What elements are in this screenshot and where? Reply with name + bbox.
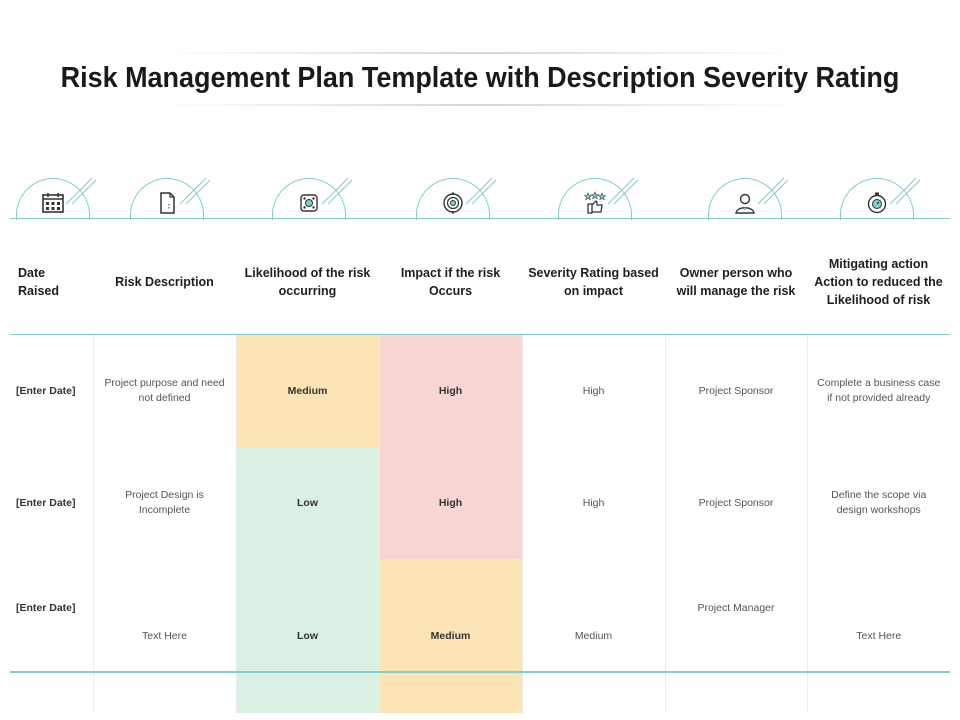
column-header: Impact if the risk Occurs (400, 266, 501, 298)
likelihood-cell: Low (236, 559, 379, 713)
impact-cell: High (379, 447, 522, 559)
accent-slash-decoration (754, 176, 788, 206)
owner-cell: Project Manager (665, 559, 807, 713)
date-cell[interactable]: [Enter Date] (10, 447, 93, 559)
column-header: Owner person who will manage the risk (676, 266, 796, 298)
risk-table (10, 230, 950, 713)
table-row (10, 335, 950, 447)
column-header: Severity Rating based on impact (528, 266, 659, 298)
title-top-divider (160, 52, 800, 54)
accent-slash-decoration (462, 176, 496, 206)
description-cell: Project Design is Incomplete (93, 447, 236, 559)
accent-slash-decoration (318, 176, 352, 206)
severity-cell: High (522, 335, 665, 447)
table-row (10, 447, 950, 559)
column-header: Risk Description (115, 275, 214, 289)
impact-cell: High (379, 335, 522, 447)
description-cell: Text Here (93, 559, 236, 713)
mitigation-cell: Text Here (856, 629, 902, 642)
column-icon-row (0, 170, 960, 220)
date-cell[interactable]: [Enter Date] (10, 335, 93, 447)
header-divider (10, 218, 950, 219)
severity-cell: Medium (522, 559, 665, 713)
mitigation-cell: Complete a business case if not provided already (817, 377, 941, 404)
mitigation-cell: Define the scope via design workshops (831, 489, 927, 516)
column-header: Date Raised (18, 266, 59, 298)
accent-slash-decoration (62, 176, 96, 206)
table-bottom-line (10, 671, 950, 673)
date-cell[interactable]: [Enter Date] (10, 559, 93, 713)
table-header-row (10, 230, 950, 334)
likelihood-cell: Medium (236, 335, 379, 447)
accent-slash-decoration (176, 176, 210, 206)
owner-cell: Project Sponsor (665, 335, 807, 447)
impact-cell: Medium (379, 559, 522, 713)
page-title: Risk Management Plan Template with Description Severity Rating (60, 62, 900, 94)
title-bottom-divider (160, 104, 800, 106)
owner-cell: Project Sponsor (665, 447, 807, 559)
column-header: Mitigating action Action to reduced the Likelihood of risk (814, 257, 943, 307)
likelihood-cell: Low (236, 447, 379, 559)
accent-slash-decoration (604, 176, 638, 206)
accent-slash-decoration (886, 176, 920, 206)
severity-cell: High (522, 447, 665, 559)
column-header: Likelihood of the risk occurring (244, 266, 371, 298)
description-cell: Project purpose and need not defined (93, 335, 236, 447)
table-row (10, 559, 950, 713)
